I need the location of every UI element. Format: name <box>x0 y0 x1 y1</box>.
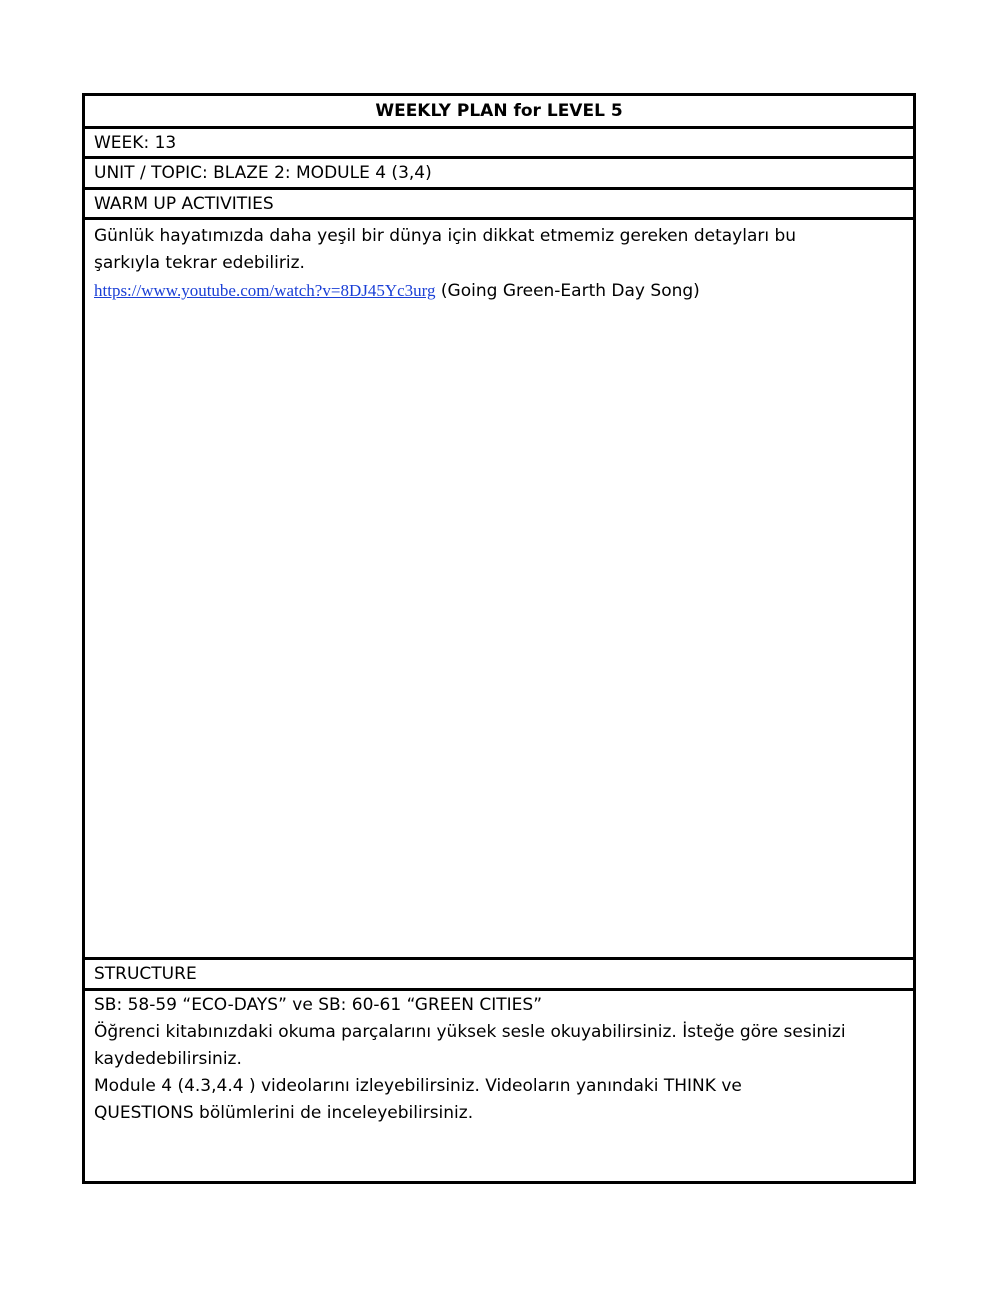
warm-up-link-line <box>94 277 904 305</box>
weekly-plan-table <box>82 93 916 1184</box>
warm-up-label: WARM UP ACTIVITIES <box>85 190 913 220</box>
structure-label: STRUCTURE <box>85 960 913 991</box>
structure-line: Öğrenci kitabınızdaki okuma parçalarını yüksek sesle okuyabilirsiniz. İsteğe göre sesinizi <box>94 1022 846 1042</box>
youtube-link[interactable]: https://www.youtube.com/watch?v=8DJ45Yc3urg <box>94 281 436 300</box>
structure-line: SB: 58-59 “ECO-DAYS” ve SB: 60-61 “GREEN CITIES” <box>94 995 543 1015</box>
structure-line: QUESTIONS bölümlerini de inceleyebilirsiniz. <box>94 1103 474 1123</box>
week-row: WEEK: 13 <box>85 129 913 159</box>
structure-content <box>85 991 913 1181</box>
warm-up-content <box>85 220 913 960</box>
structure-line: Module 4 (4.3,4.4 ) videolarını izleyebilirsiniz. Videoların yanındaki THINK ve <box>94 1076 742 1096</box>
plan-title: WEEKLY PLAN for LEVEL 5 <box>85 96 913 129</box>
unit-topic-row: UNIT / TOPIC: BLAZE 2: MODULE 4 (3,4) <box>85 159 913 190</box>
structure-line: kaydedebilirsiniz. <box>94 1049 242 1069</box>
warm-up-line: şarkıyla tekrar edebiliriz. <box>94 253 305 273</box>
warm-up-line: Günlük hayatımızda daha yeşil bir dünya için dikkat etmemiz gereken detayları bu <box>94 226 797 246</box>
link-caption: (Going Green-Earth Day Song) <box>435 281 700 301</box>
